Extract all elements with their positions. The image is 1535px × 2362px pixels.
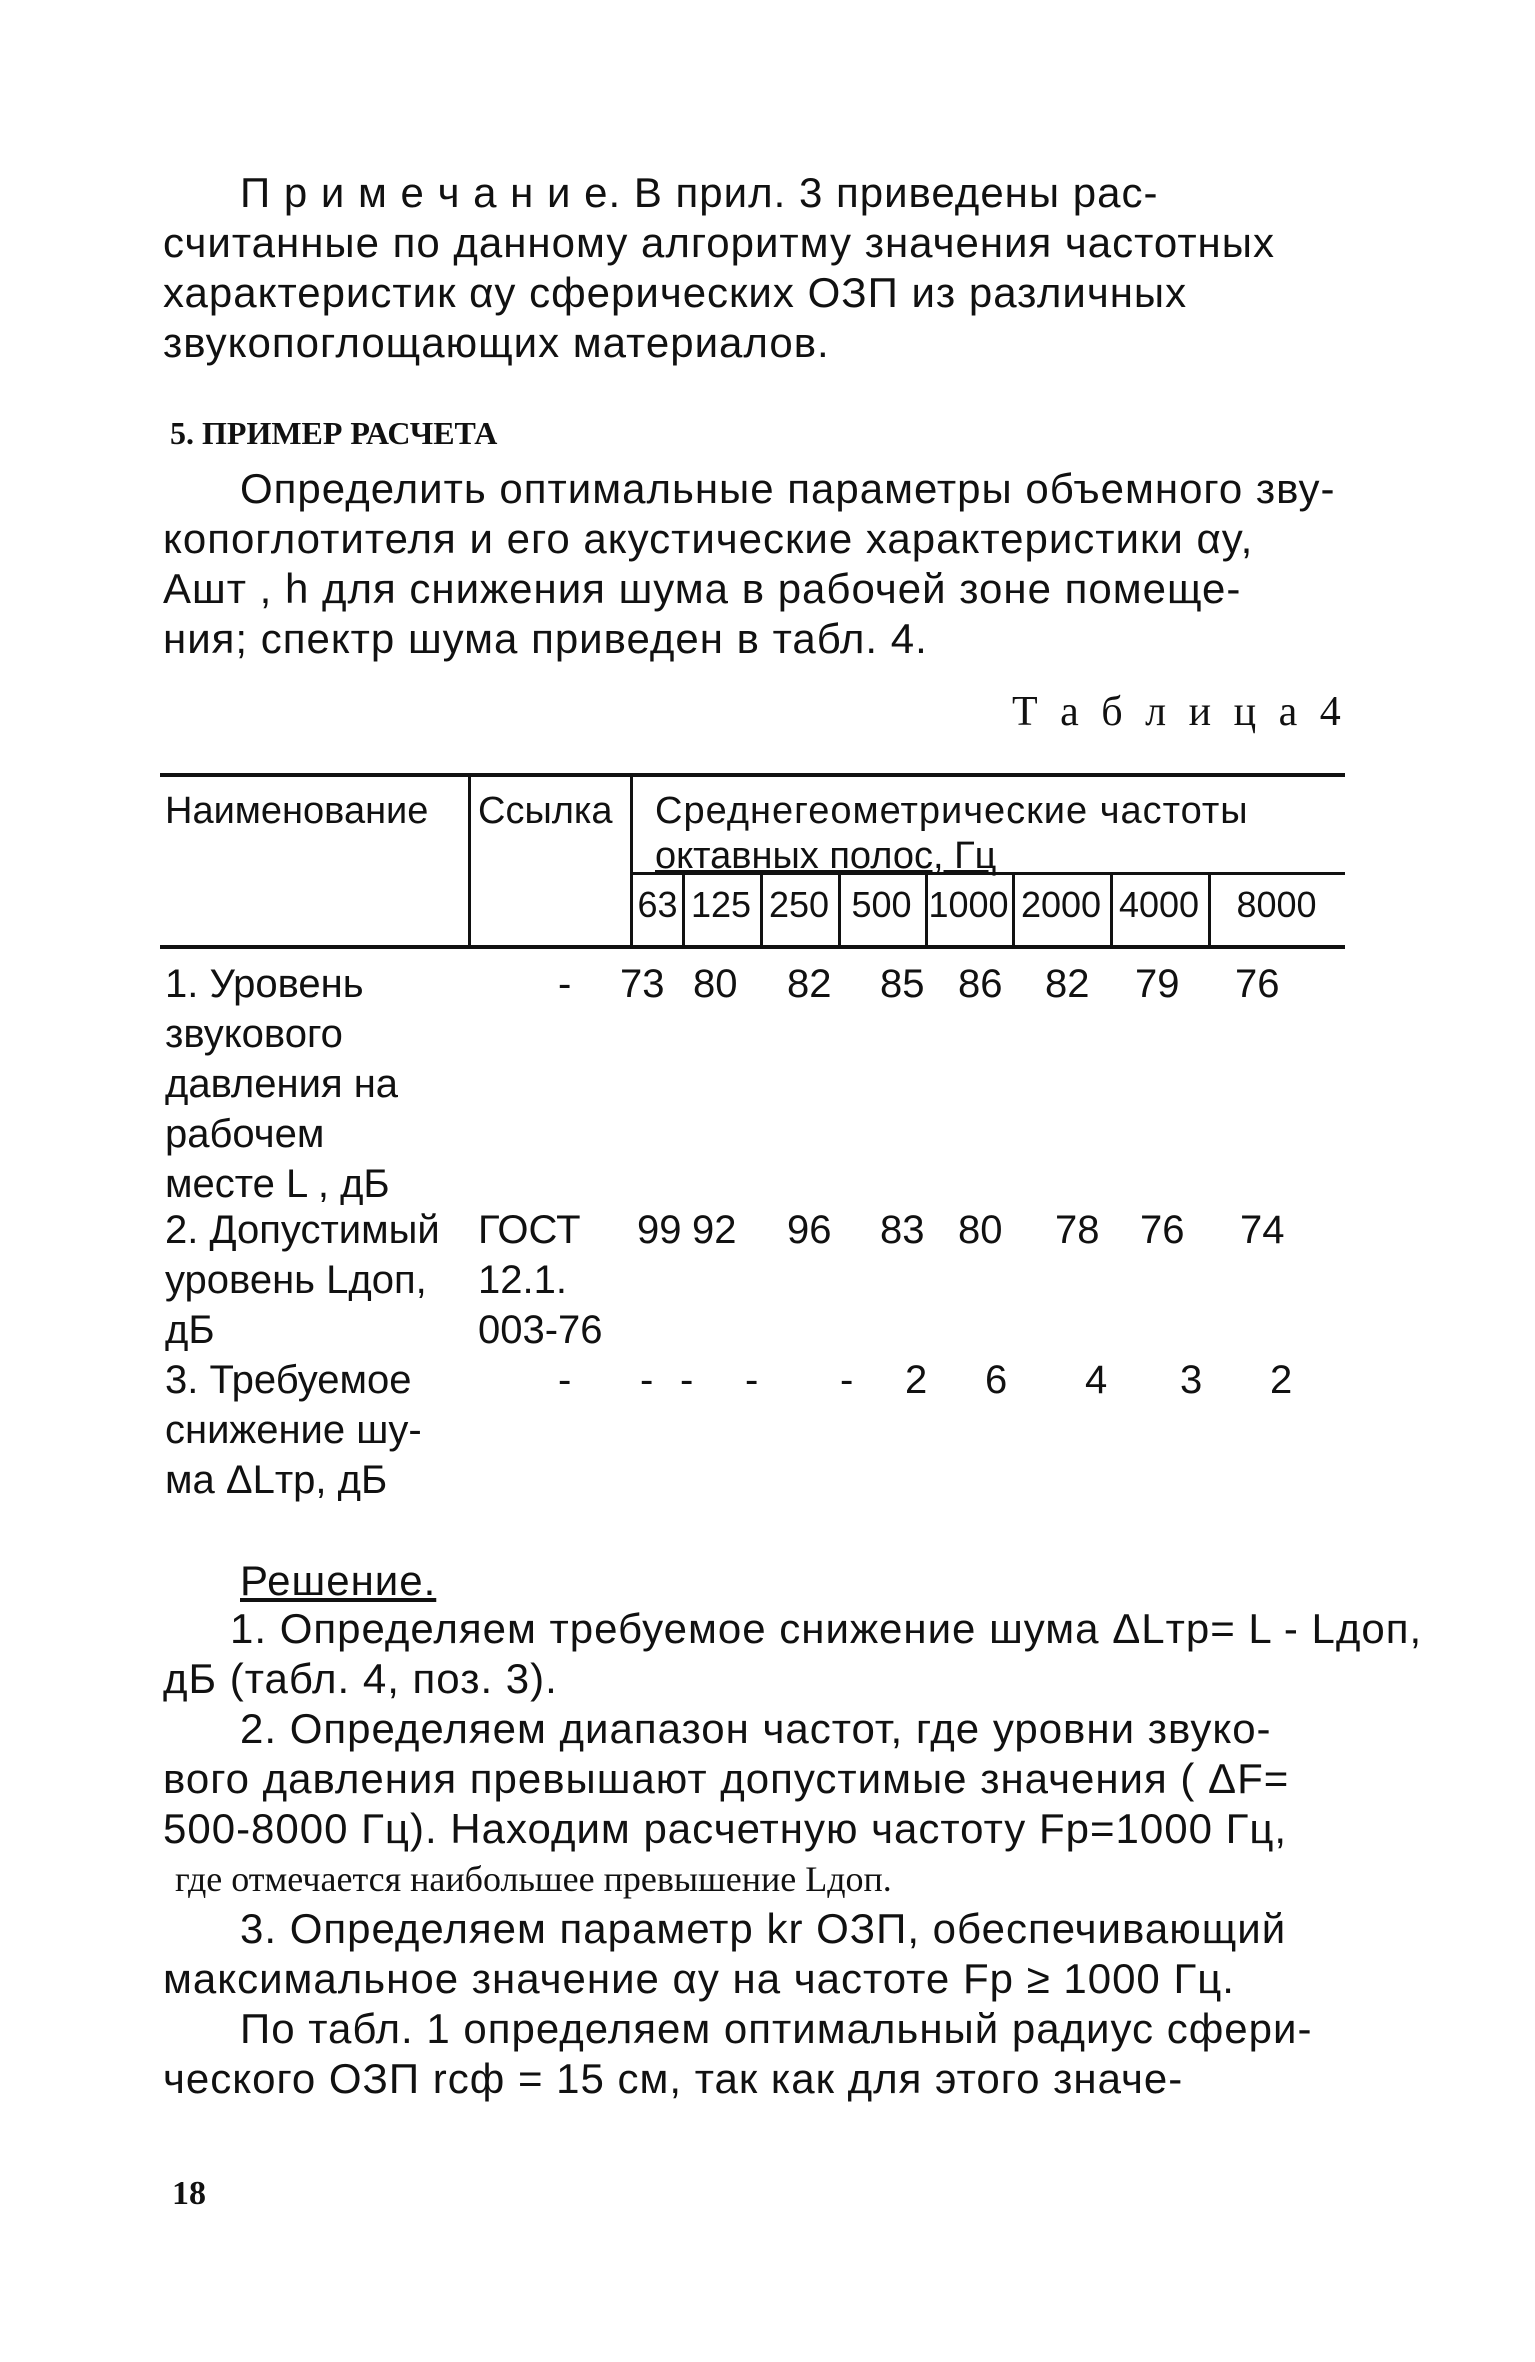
row1-value: 76 bbox=[1235, 962, 1280, 1006]
row2-value: 92 bbox=[692, 1208, 737, 1252]
row3-value: 2 bbox=[1270, 1358, 1293, 1402]
note-line-2: считанные по данному алгоритму значения частотных bbox=[163, 219, 1275, 266]
solution-heading: Решение. bbox=[240, 1557, 437, 1604]
intro-line-1: Определить оптимальные параметры объемного зву- bbox=[240, 465, 1336, 512]
freq-header-2000: 2000 bbox=[1020, 884, 1102, 925]
table-header-bottom-rule bbox=[160, 945, 1345, 949]
row2-value: 76 bbox=[1140, 1208, 1185, 1252]
row1-name-1: 1. Уровень bbox=[165, 962, 364, 1006]
table-top-rule bbox=[160, 773, 1345, 777]
intro-line-2: копоглотителя и его акустические характеристики αy, bbox=[163, 515, 1254, 562]
freq-header-1000: 1000 bbox=[928, 884, 1009, 925]
col-header-freq-line2: октавных полос, Гц bbox=[655, 835, 997, 877]
row3-value: 3 bbox=[1180, 1358, 1203, 1402]
solution-line-10: ческого ОЗП rсф = 15 см, так как для этого значе- bbox=[163, 2055, 1184, 2102]
solution-line-5: 500-8000 Гц). Находим расчетную частоту Fр=1000 Гц, bbox=[163, 1805, 1288, 1852]
row1-value: 86 bbox=[958, 962, 1003, 1006]
freq-header-4000: 4000 bbox=[1118, 884, 1200, 925]
solution-line-3: 2. Определяем диапазон частот, где уровни звуко- bbox=[240, 1705, 1272, 1752]
solution-line-6: где отмечается наибольшее превышение Lдоп. bbox=[175, 1859, 892, 1899]
row1-value: 82 bbox=[1045, 962, 1090, 1006]
row1-name-4: рабочем bbox=[165, 1112, 325, 1156]
col-header-ref: Ссылка bbox=[478, 790, 613, 832]
freq-header-250: 250 bbox=[768, 884, 830, 925]
row2-ref-2: 12.1. bbox=[478, 1258, 567, 1302]
row3-value: - bbox=[840, 1358, 854, 1402]
solution-line-7: 3. Определяем параметр kr ОЗП, обеспечивающий bbox=[240, 1905, 1287, 1952]
row1-value: 79 bbox=[1135, 962, 1180, 1006]
note-line-1: П р и м е ч а н и е. В прил. 3 приведены рас- bbox=[240, 169, 1159, 216]
page-number: 18 bbox=[172, 2175, 206, 2212]
row1-value: 82 bbox=[787, 962, 832, 1006]
row3-value: - bbox=[640, 1358, 654, 1402]
row2-name-1: 2. Допустимый bbox=[165, 1208, 440, 1252]
row2-ref-1: ГОСТ bbox=[478, 1208, 581, 1252]
row2-value: 74 bbox=[1240, 1208, 1285, 1252]
row1-value: 80 bbox=[693, 962, 738, 1006]
row3-ref: - bbox=[558, 1358, 572, 1402]
row2-value: 78 bbox=[1055, 1208, 1100, 1252]
note-line-4: звукопоглощающих материалов. bbox=[163, 319, 830, 366]
row3-value: - bbox=[680, 1358, 694, 1402]
row3-value: 6 bbox=[985, 1358, 1008, 1402]
note-line-3: характеристик αy сферических ОЗП из различных bbox=[163, 269, 1188, 316]
row3-value: 4 bbox=[1085, 1358, 1108, 1402]
row1-value: 85 bbox=[880, 962, 925, 1006]
solution-line-4: вого давления превышают допустимые значения ( ΔF= bbox=[163, 1755, 1290, 1802]
row1-name-5: месте L , дБ bbox=[165, 1162, 390, 1206]
row1-ref: - bbox=[558, 962, 572, 1006]
intro-line-3: Aшт , h для снижения шума в рабочей зоне помеще- bbox=[163, 565, 1242, 612]
table-caption: Т а б л и ц а 4 bbox=[1012, 689, 1347, 735]
row2-value: 99 bbox=[637, 1208, 682, 1252]
row1-value: 73 bbox=[620, 962, 665, 1006]
col-header-freq-line1: Среднегеометрические частоты bbox=[655, 790, 1249, 832]
row2-value: 96 bbox=[787, 1208, 832, 1252]
section-heading: 5. ПРИМЕР РАСЧЕТА bbox=[170, 415, 498, 451]
row1-name-3: давления на bbox=[165, 1062, 399, 1106]
row2-value: 80 bbox=[958, 1208, 1003, 1252]
row2-name-2: уровень Lдоп, bbox=[165, 1258, 427, 1302]
row2-value: 83 bbox=[880, 1208, 925, 1252]
solution-line-9: По табл. 1 определяем оптимальный радиус сфери- bbox=[240, 2005, 1313, 2052]
col-header-name: Наименование bbox=[165, 790, 429, 832]
row3-name-1: 3. Требуемое bbox=[165, 1358, 412, 1402]
row2-name-3: дБ bbox=[165, 1308, 215, 1352]
solution-line-2: дБ (табл. 4, поз. 3). bbox=[163, 1655, 558, 1702]
freq-header-63: 63 bbox=[637, 884, 678, 925]
solution-line-1: 1. Определяем требуемое снижение шума ΔLтр= L - Lдоп, bbox=[230, 1605, 1423, 1652]
solution-line-8: максимальное значение αy на частоте Fр ≥ 1000 Гц. bbox=[163, 1955, 1235, 2002]
freq-header-125: 125 bbox=[690, 884, 752, 925]
row3-name-2: снижение шу- bbox=[165, 1408, 422, 1452]
row2-ref-3: 003-76 bbox=[478, 1308, 603, 1352]
row3-value: - bbox=[745, 1358, 759, 1402]
row3-value: 2 bbox=[905, 1358, 928, 1402]
intro-line-4: ния; спектр шума приведен в табл. 4. bbox=[163, 615, 928, 662]
freq-header-500: 500 bbox=[851, 884, 912, 925]
row3-name-3: ма ΔLтр, дБ bbox=[165, 1458, 388, 1502]
row1-name-2: звукового bbox=[165, 1012, 343, 1056]
table-vrule-1 bbox=[468, 775, 471, 947]
freq-header-8000: 8000 bbox=[1236, 884, 1317, 925]
